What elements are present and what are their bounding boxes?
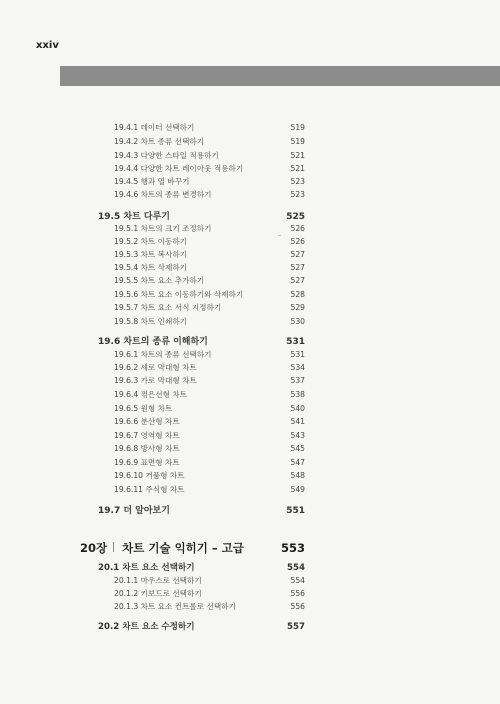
toc-section: [98, 561, 305, 573]
toc-entry: [114, 122, 305, 133]
entry-label: 19.4.1 데이터 선택하기: [114, 123, 195, 132]
toc-entry: [114, 575, 305, 586]
entry-page: 531: [290, 350, 305, 359]
toc-entry: [114, 316, 305, 327]
entry-label: 19.4.6 차트의 종류 변경하기: [114, 190, 212, 199]
entry-page: 547: [290, 458, 305, 467]
toc-entry: [114, 416, 305, 427]
entry-page: 556: [290, 602, 305, 611]
entry-page: 527: [290, 263, 305, 272]
chapter-title: 차트 기술 익히기 – 고급: [122, 541, 244, 555]
toc-entry: [114, 236, 305, 247]
entry-label: 19.6.6 분산형 차트: [114, 417, 180, 426]
entry-label: 19.6.8 방사형 차트: [114, 444, 180, 453]
toc-section: [98, 620, 305, 632]
toc-entry: [114, 389, 305, 400]
scan-speck: [278, 235, 281, 236]
entry-label: 19.5.4 차트 삭제하기: [114, 263, 187, 272]
entry-label: 19.4.5 행과 열 바꾸기: [114, 177, 190, 186]
entry-label: 19.6.9 표면형 차트: [114, 458, 180, 467]
section-page: 531: [286, 337, 305, 347]
entry-label: 19.5.5 차트 요소 추가하기: [114, 276, 205, 285]
entry-label: 19.4.3 다양한 스타일 적용하기: [114, 151, 219, 160]
entry-label: 19.6.10 거품형 차트: [114, 471, 185, 480]
entry-page: 521: [290, 164, 305, 173]
entry-label: 19.5.8 차트 인쇄하기: [114, 317, 187, 326]
entry-label: 19.6.11 주식형 차트: [114, 485, 185, 494]
toc-entry: [114, 163, 305, 174]
toc-entry: [114, 289, 305, 300]
entry-label: 20.1.3 차트 요소 컨트롤로 선택하기: [114, 602, 236, 611]
entry-label: 19.6.5 원형 차트: [114, 404, 173, 413]
entry-label: 19.4.2 차트 종류 선택하기: [114, 137, 205, 146]
entry-page: 523: [290, 177, 305, 186]
toc-entry: [114, 403, 305, 414]
toc-entry: [114, 457, 305, 468]
toc-entry: [114, 362, 305, 373]
toc-entry: [114, 136, 305, 147]
entry-page: 541: [290, 417, 305, 426]
toc-section: [98, 209, 305, 222]
entry-label: 19.5.3 차트 복사하기: [114, 250, 187, 259]
toc-entry: [114, 176, 305, 187]
chapter-heading: [80, 540, 305, 556]
section-page: 551: [286, 506, 305, 516]
toc-section: [98, 334, 305, 347]
toc-entry: [114, 443, 305, 454]
toc-entry: [114, 262, 305, 273]
entry-page: 519: [290, 123, 305, 132]
section-page: 557: [287, 622, 305, 632]
entry-label: 19.6.2 세로 막대형 차트: [114, 363, 197, 372]
section-page: 554: [287, 563, 305, 573]
entry-label: 19.6.4 꺾은선형 차트: [114, 390, 187, 399]
section-label: 20.2 차트 요소 수정하기: [98, 622, 195, 632]
toc-entry: [114, 430, 305, 441]
section-label: 20.1 차트 요소 선택하기: [98, 563, 195, 573]
section-label: 19.6 차트의 종류 이해하기: [98, 337, 208, 347]
toc-entry: [114, 249, 305, 260]
entry-page: 548: [290, 471, 305, 480]
entry-label: 19.4.4 다양한 차트 레이아웃 적용하기: [114, 164, 244, 173]
toc-entry: [114, 484, 305, 495]
toc-entry: [114, 150, 305, 161]
entry-page: 528: [290, 290, 305, 299]
toc-entry: [114, 349, 305, 360]
entry-page: 540: [290, 404, 305, 413]
entry-label: 19.5.7 차트 요소 서식 지정하기: [114, 303, 222, 312]
entry-label: 19.6.7 영역형 차트: [114, 431, 180, 440]
entry-label: 20.1.2 키보드로 선택하기: [114, 589, 202, 598]
chapter-divider: [113, 542, 114, 552]
toc-entry: [114, 223, 305, 234]
entry-label: 19.5.2 차트 이동하기: [114, 237, 187, 246]
toc-entry: [114, 302, 305, 313]
entry-page: 527: [290, 250, 305, 259]
entry-page: 545: [290, 444, 305, 453]
entry-page: 521: [290, 151, 305, 160]
entry-label: 19.6.1 차트의 종류 선택하기: [114, 350, 212, 359]
toc-entry: [114, 601, 305, 612]
entry-page: 556: [290, 589, 305, 598]
entry-page: 526: [290, 237, 305, 246]
entry-page: 537: [290, 376, 305, 385]
entry-page: 534: [290, 363, 305, 372]
entry-page: 526: [290, 224, 305, 233]
chapter-number: 20장: [80, 541, 108, 555]
entry-page: 529: [290, 303, 305, 312]
toc-section: [98, 503, 305, 516]
toc-entry: [114, 275, 305, 286]
entry-label: 20.1.1 마우스로 선택하기: [114, 576, 202, 585]
section-page: 525: [286, 212, 305, 222]
entry-page: 538: [290, 390, 305, 399]
entry-page: 549: [290, 485, 305, 494]
chapter-page: 553: [280, 541, 305, 555]
section-label: 19.5 차트 다루기: [98, 212, 170, 222]
entry-page: 527: [290, 276, 305, 285]
entry-page: 519: [290, 137, 305, 146]
entry-page: 523: [290, 190, 305, 199]
entry-page: 530: [290, 317, 305, 326]
entry-label: 19.5.1 차트의 크기 조정하기: [114, 224, 212, 233]
page-number: xxiv: [36, 40, 59, 51]
entry-page: 543: [290, 431, 305, 440]
entry-page: 554: [290, 576, 305, 585]
toc-entry: [114, 375, 305, 386]
toc-entry: [114, 470, 305, 481]
toc-entry: [114, 189, 305, 200]
entry-label: 19.5.6 차트 요소 이동하기와 삭제하기: [114, 290, 244, 299]
section-label: 19.7 더 알아보기: [98, 506, 170, 516]
toc-entry: [114, 588, 305, 599]
entry-label: 19.6.3 가로 막대형 차트: [114, 376, 197, 385]
